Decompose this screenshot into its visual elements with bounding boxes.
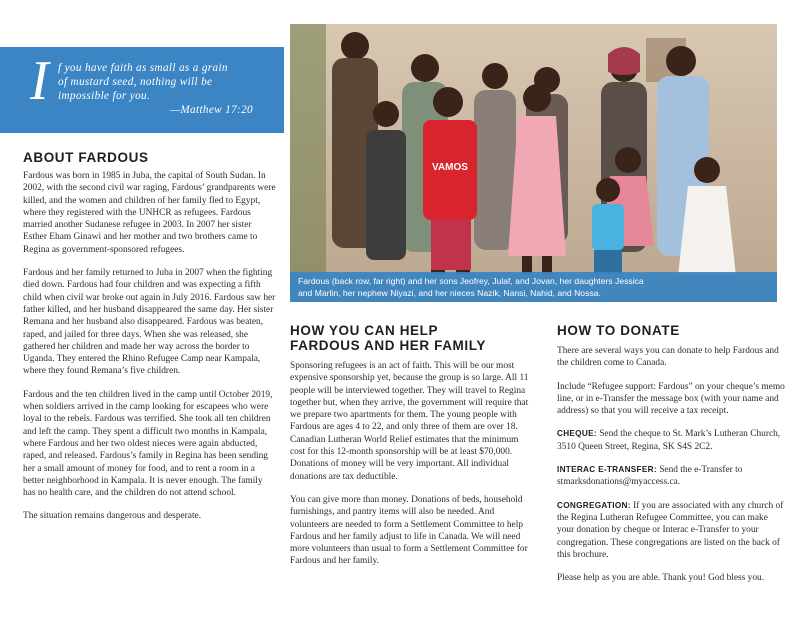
help-section [290,323,530,568]
about-heading: ABOUT FARDOUS [23,150,149,165]
quote-attribution: —Matthew 17:20 [170,104,253,116]
family-photo [290,24,777,302]
donate-heading: HOW TO DONATE [557,323,680,338]
cheque-label: CHEQUE: [557,429,597,439]
shirt-text: VAMOS [432,162,468,173]
help-paragraph: Sponsoring refugees is an act of faith. This will be our most expensive sponsorship yet, because the group is so large. All 11 people will be interviewed together. They will travel to Regina together but, when they arrive, the government will require that we prepare two apartments for them. The young people with Fardous are ages 4 to 22, and only three of them are over 18. Canadian Lutheran World Relief estimates that the minimum cost for this 12-month sponsorship will be at least $70,000. Donations of money will be very important. All individual donations are tax deductible. [290,361,529,482]
cheque-text: Send the cheque to St. Mark’s Lutheran Church, 3510 Queen Street, Regina, SK S4S 2C2. [557,429,781,452]
donate-closing: Please help as you are able. Thank you! God bless you. [557,573,765,584]
quote-text [58,61,273,117]
interac-label: INTERAC E-TRANSFER: [557,465,657,475]
congregation-text: If you are associated with any church of the Regina Lutheran Refugee Committee, you can make your donation by cheque or Interac e-Transfer to your congregation. These congregations are listed on the back of this brochure. [557,500,784,560]
photo-caption [290,272,777,302]
headscarf [608,47,640,75]
about-paragraph: Fardous and the ten children lived in the camp until October 2019, when soldiers arrived in the camp looking for escapees who were loyal to the rebels. Fardous was terrified. She took all ten children and left the camp. They spent a difficult two months in Kampala, where Fardous and her two oldest nieces were again abducted, raped, and released. Fardous’s family in Regina has been sending her a small amount of money for food, and to rent a room in a better neighborhood in Kampala. It is never enough. The family has no health care, and the children do not attend school. [23,389,273,499]
interac-text: Send the e-Transfer to stmarksdonations@myaccess.ca. [557,465,743,488]
family-photo-illustration [290,24,777,302]
about-paragraph: The situation remains dangerous and desperate. [23,511,202,522]
donate-include-note: Include “Refugee support: Fardous” on your cheque’s memo line, or in e-Transfer the message box (with your name and address) so that you will receive a tax receipt. [557,381,785,417]
caption-line: Fardous (back row, far right) and her sons Jeofrey, Julaf, and Jovan, her daughters Jessica [298,276,644,286]
caption-line: and Marlin, her nephew Niyazi, and her nieces Nazik, Nansi, Nahid, and Nossa. [298,287,601,298]
donate-congregation [557,500,785,561]
help-heading [290,323,530,353]
quote-line: f you have faith as small as a grain [58,62,228,74]
donate-interac [557,464,785,489]
congregation-label: CONGREGATION: [557,500,631,510]
about-paragraph: Fardous was born in 1985 in Juba, the capital of South Sudan. In 2002, with the second civil war raging, Fardous’ grandparents were killed, and the women and children of her family fled to Egypt, where they registered with the UNHCR as refugees. Fardous married another Sudanese refugee in 2003. In 2007 her sister Esther Eham Ginawi and her mother and two brothers came to Regina as government-sponsored refugees. [23,171,276,255]
quote-line: impossible for you. [58,90,151,102]
quote-line: of mustard seed, nothing will be [58,76,213,88]
person [592,178,624,274]
scripture-quote-box [0,47,284,133]
quote-initial: I [30,50,49,112]
about-section [23,150,276,523]
foliage [290,24,326,302]
about-paragraph: Fardous and her family returned to Juba in 2007 when the fighting died down. Fardous had four children and was expecting a fifth child when civil war broke out again in July 2016. Fardous saw her father killed, and her husband disappeared the same day. Her sister Remana and her husband also disappeared. Fardous was beaten, raped, and jailed for three days. When she was released, she gathered her children and made her way across the border to Uganda. They entered the Rhino Refugee Camp near Kampala, where they found Remana’s five children. [23,268,276,377]
donate-cheque [557,428,785,453]
help-paragraph: You can give more than money. Donations of beds, household furnishings, and pantry items will also be needed. And volunteers are needed to form a Settlement Committee to help Fardous and her family adjust to life in Canada. We will need more volunteers than usual to form a Settlement Committee for Fardous and her family. [290,494,528,567]
donate-section [557,323,785,584]
donate-intro: There are several ways you can donate to help Fardous and the children come to Canada. [557,346,779,369]
help-heading-line: FARDOUS AND HER FAMILY [290,338,486,353]
help-heading-line: HOW YOU CAN HELP [290,323,439,338]
